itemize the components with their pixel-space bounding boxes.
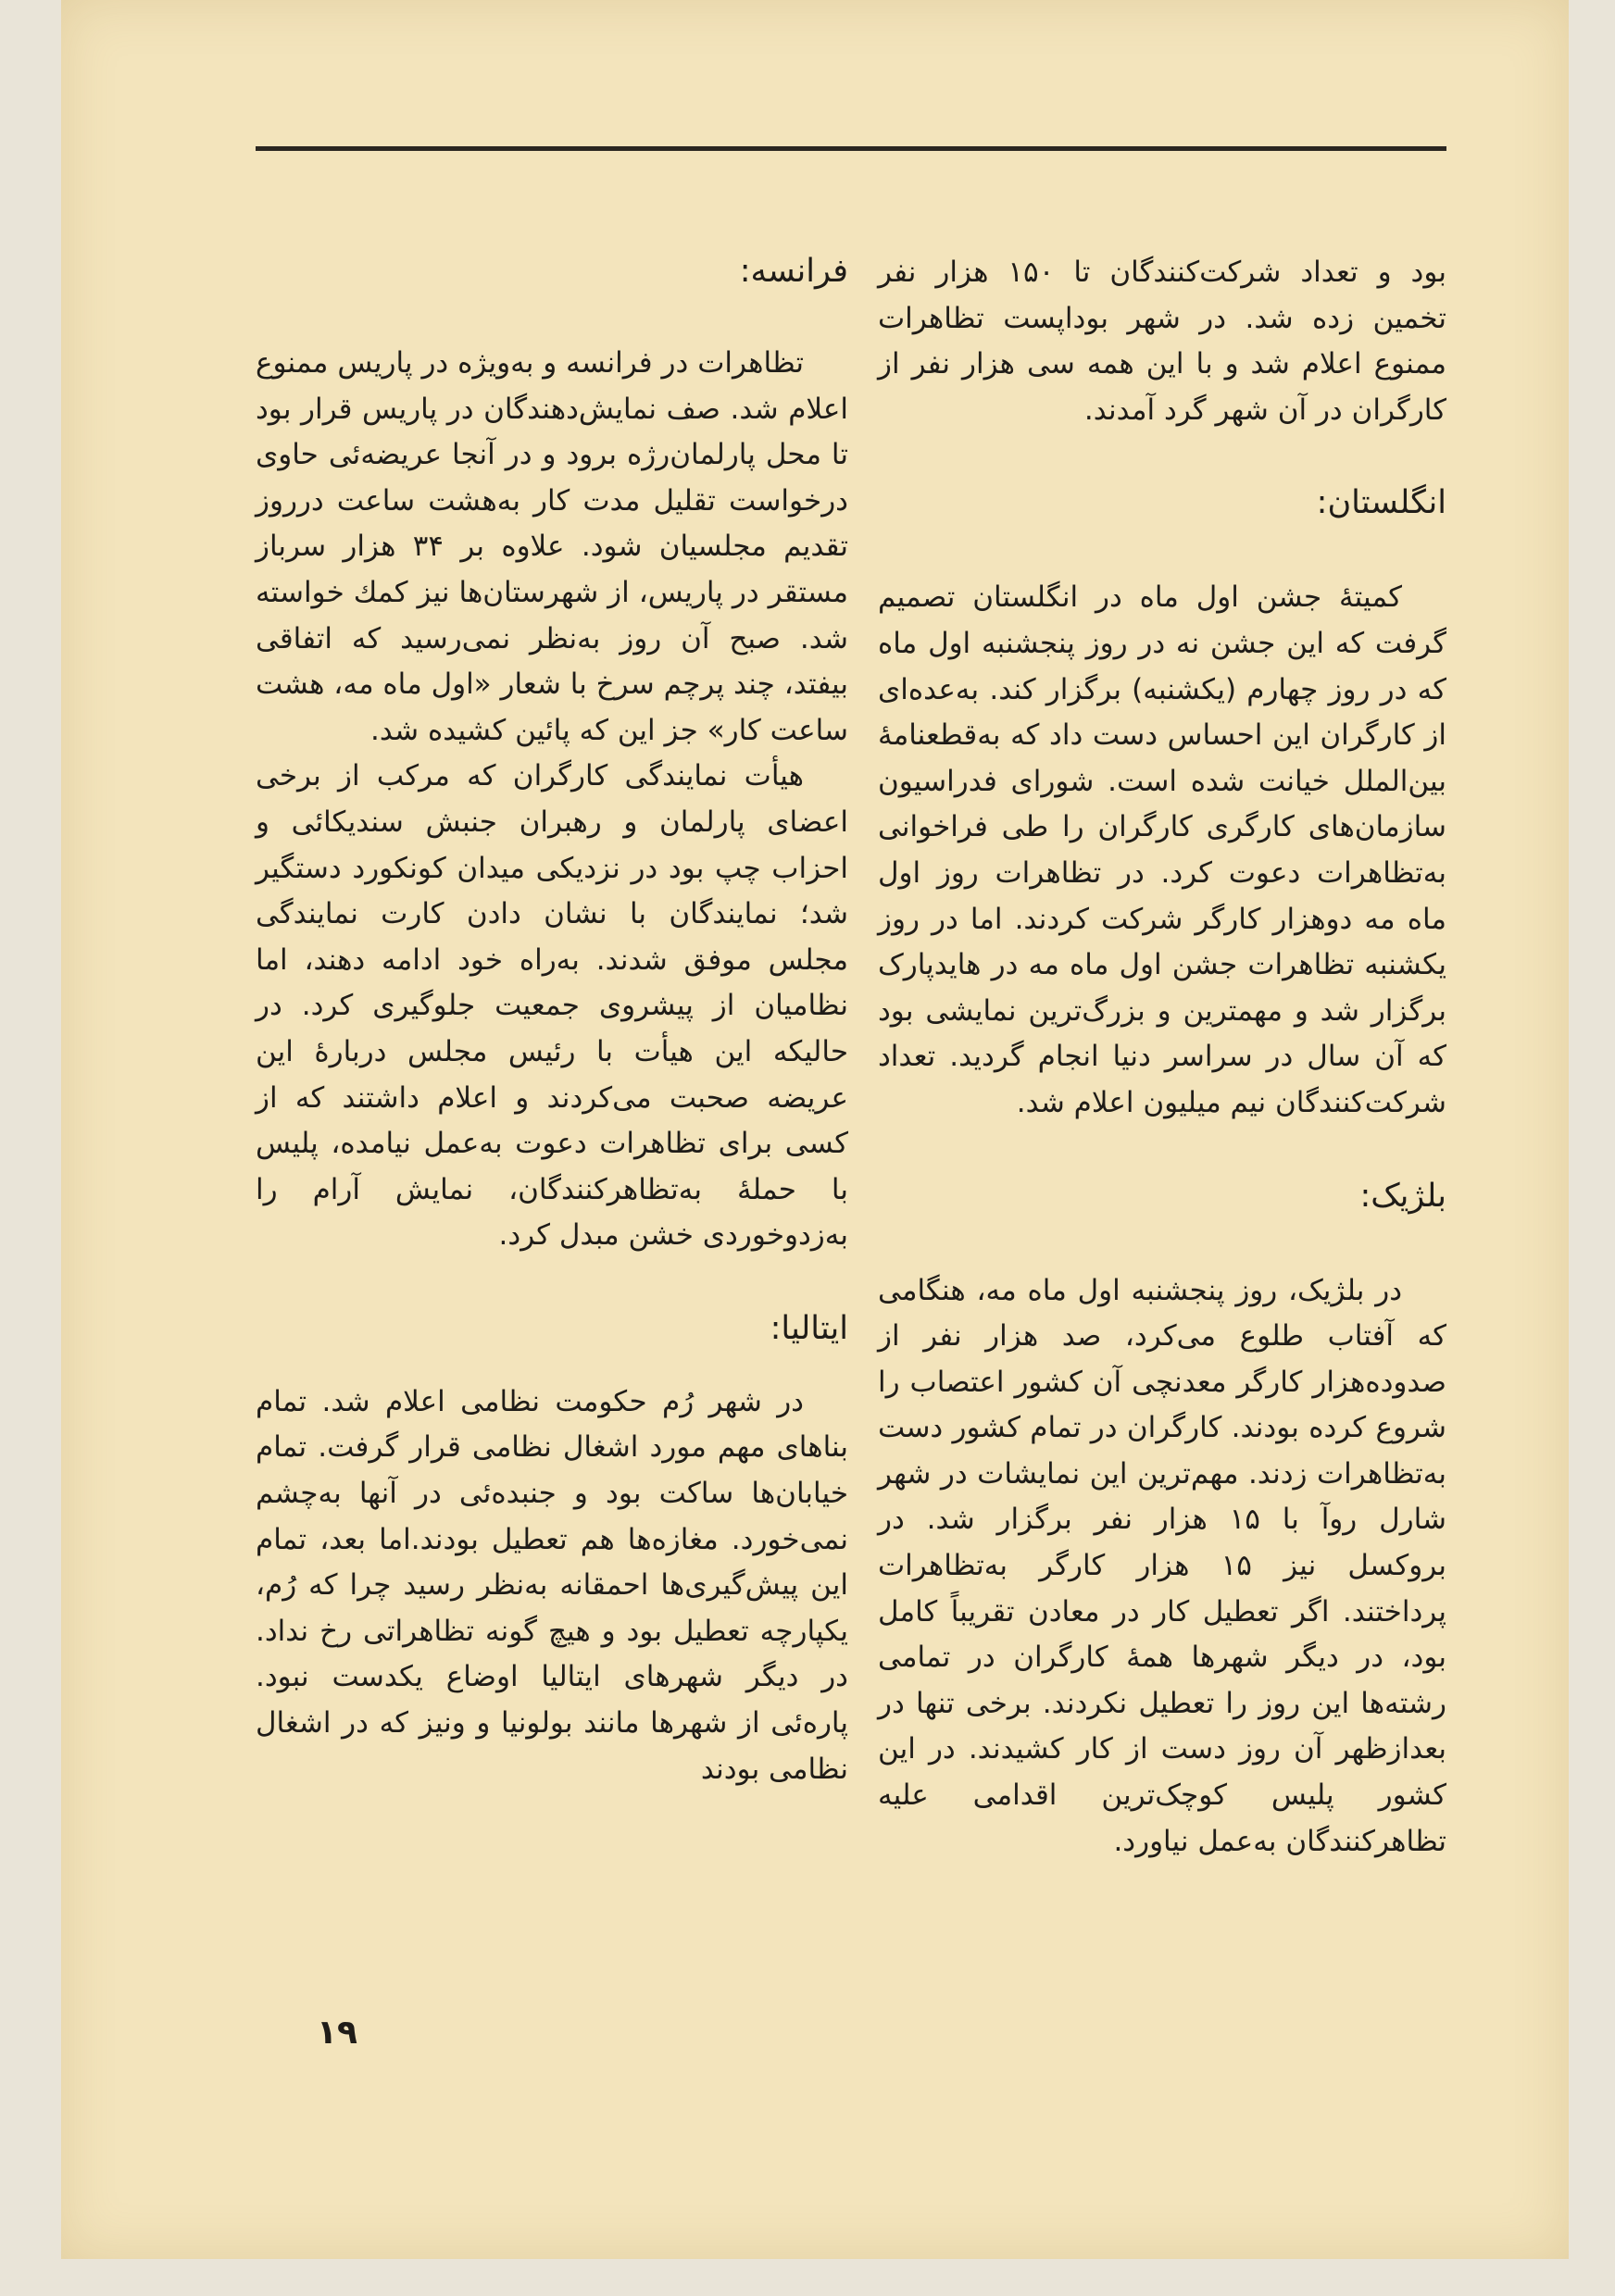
header-rule [256,146,1446,151]
england-heading: انگلستان: [1316,484,1446,522]
right-column [878,250,1446,1865]
belgium-heading: بلژیک: [1359,1177,1446,1215]
italy-paragraph: در شهر رُم حکومت نظامی اعلام شد. تمام بناهای مهم مورد اشغال نظامی قرار گرفت. تمام خیابان‌ها ساکت بود و جنبده‌ئی در آنها به‌چشم نمی‌خورد. مغازه‌ها هم تعطیل بودند.اما بعد، تمام این پیش‌گیری‌ها احمقانه به‌نظر رسید چرا که رُم، یکپارچه تعطیل بود و هیچ گونه تظاهراتی رخ نداد. در دیگر شهرهای ایتالیا اوضاع یکدست نبود. پاره‌ئی از شهرها مانند بولونیا و ونیز که در اشغال نظامی بودند [256,1384,848,1786]
continuation-paragraph: بود و تعداد شرکت‌کنندگان تا ۱۵۰ هزار نفر تخمین زده شد. در شهر بوداپست تظاهرات ممنوع اعلام شد و با این همه سی هزار نفر از کارگران در آن شهر گرد آمدند. [878,256,1446,427]
france-paragraph-1: تظاهرات در فرانسه و به‌ویژه در پاریس ممنوع اعلام شد. صف نمایش‌دهندگان در پاریس قرار بود تا محل پارلمان‌رژه برود و در آنجا عریضه‌ئی حاوی درخواست تقلیل مدت کار به‌هشت ساعت درروز تقدیم مجلسیان شود. علاوه بر ۳۴ هزار سرباز مستقر در پاریس، از شهرستان‌ها نیز کمك خواسته شد. صبح آن روز به‌نظر نمی‌رسید که اتفاقی بیفتد، چند پرچم سرخ با شعار «اول ماه مه، هشت ساعت کار» جز این که پائین کشیده شد. [256,346,848,747]
page-paper [61,0,1569,2259]
england-paragraph: کمیتهٔ جشن اول ماه در انگلستان تصمیم گرفت که این جشن نه در روز پنجشنبه اول ماه که در روز چهارم (یکشنبه) برگزار کند. به‌عده‌ای از کارگران این احساس دست داد که به‌قطعنامهٔ بین‌الملل خیانت شده است. شورای فدراسیون سازمان‌های کارگری کارگران را طی فراخوانی به‌تظاهرات دعوت کرد. در تظاهرات روز اول ماه مه دوهزار کارگر شرکت کردند. اما در روز یکشنبه تظاهرات جشن اول ماه مه در هایدپارک برگزار شد و مهمترین و بزرگ‌ترین نمایشی بود که آن سال در سراسر دنیا انجام گردید. تعداد شرکت‌کنندگان نیم میلیون اعلام شد. [878,580,1446,1119]
left-column [256,248,848,1792]
italy-heading: ایتالیا: [770,1309,848,1347]
page-number: ۱۹ [317,2014,357,2052]
france-paragraph-2: هیأت نمایندگی کارگران که مرکب از برخی اعضای پارلمان و رهبران جنبش سندیکائی و احزاب چپ بود در نزدیکی میدان کونکورد دستگیر شد؛ نمایندگان با نشان دادن کارت نمایندگی مجلس موفق شدند. به‌راه خود ادامه دهند، اما نظامیان از پیشروی جمعیت جلوگیری کرد. در حالیکه این هیأت با رئیس مجلس دربارهٔ این عریضه صحبت می‌کردند و اعلام داشتند که از کسی برای تظاهرات دعوت به‌عمل نیامده، پلیس با حملهٔ به‌تظاهرکنندگان، نمایش آرام را به‌زدوخوردی خشن مبدل کرد. [256,759,848,1253]
france-heading: فرانسه: [739,253,848,290]
belgium-paragraph: در بلژیک، روز پنجشنبه اول ماه مه، هنگامی که آفتاب طلوع می‌کرد، صد هزار نفر از صدوده‌هزار کارگر معدنچی آن کشور اعتصاب را شروع کرده بودند. کارگران در تمام کشور دست به‌تظاهرات زدند. مهم‌ترین این نمایشات در شهر شارل روآ با ۱۵ هزار نفر برگزار شد. در بروکسل نیز ۱۵ هزار کارگر به‌تظاهرات پرداختند. اگر تعطیل کار در معادن تقریباً کامل بود، در دیگر شهرها همهٔ کارگران در تمامی رشته‌ها این روز را تعطیل نکردند. برخی تنها در بعدازظهر آن روز دست از کار کشیدند. در این کشور پلیس کوچک‌ترین اقدامی علیه تظاهرکنندگان به‌عمل نیاورد. [878,1273,1447,1858]
